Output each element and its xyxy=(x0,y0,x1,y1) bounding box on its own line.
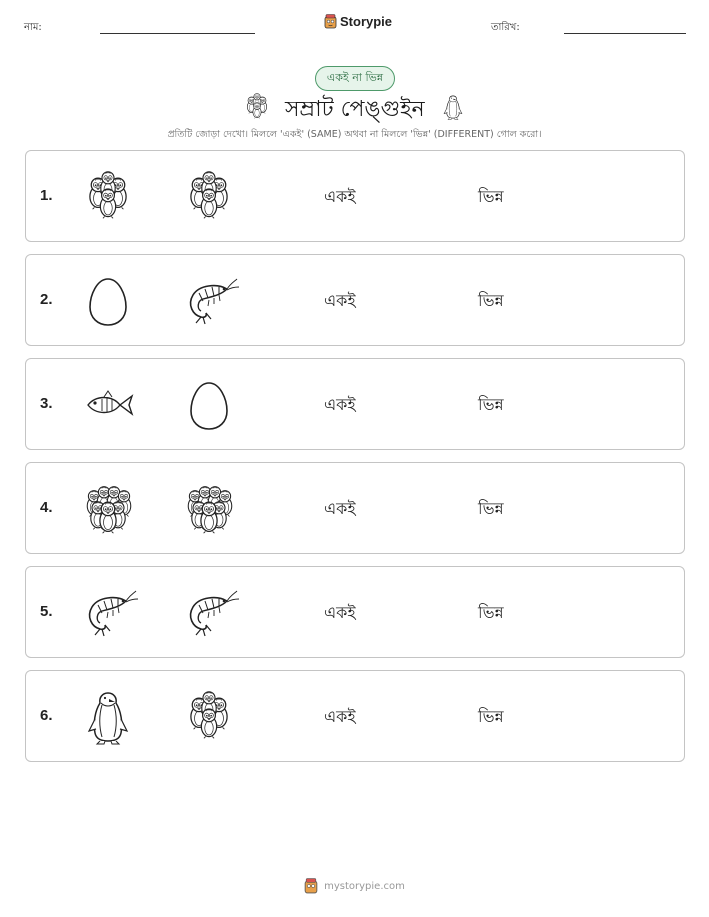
different-option[interactable]: ভিন্ন xyxy=(478,291,504,310)
name-label: নাম: xyxy=(24,22,42,33)
storypie-logo-icon xyxy=(324,14,337,29)
emperor-penguin-icon xyxy=(440,90,466,124)
different-option[interactable]: ভিন্ন xyxy=(478,187,504,206)
different-option[interactable]: ভিন্ন xyxy=(478,499,504,518)
right-picture xyxy=(181,377,237,433)
different-option[interactable]: ভিন্ন xyxy=(478,395,504,414)
header xyxy=(0,14,709,38)
instructions: প্রতিটি জোড়া দেখো। মিললে 'একই' (SAME) অথবা না মিললে 'ভিন্ন' (DIFFERENT) গোল করো। xyxy=(167,129,542,140)
date-line[interactable] xyxy=(564,33,686,34)
same-option[interactable]: একই xyxy=(324,395,356,414)
question-row-4 xyxy=(25,462,685,554)
same-option[interactable]: একই xyxy=(324,603,356,622)
question-number: 1. xyxy=(40,187,53,204)
brand xyxy=(324,14,392,29)
right-picture xyxy=(181,273,237,329)
page-title: সম্রাট পেঙ্গুইন xyxy=(285,97,425,122)
name-line[interactable] xyxy=(100,33,255,34)
question-row-6 xyxy=(25,670,685,762)
date-label: তারিখ: xyxy=(491,22,520,33)
question-row-2 xyxy=(25,254,685,346)
question-number: 4. xyxy=(40,499,53,516)
different-option[interactable]: ভিন্ন xyxy=(478,603,504,622)
same-option[interactable]: একই xyxy=(324,499,356,518)
question-row-5 xyxy=(25,566,685,658)
brand-name: Storypie xyxy=(340,14,393,29)
question-row-1 xyxy=(25,150,685,242)
right-picture xyxy=(181,481,237,537)
penguin-group-icon xyxy=(241,92,273,122)
question-number: 2. xyxy=(40,291,53,308)
question-number: 6. xyxy=(40,707,53,724)
same-option[interactable]: একই xyxy=(324,187,356,206)
left-picture xyxy=(80,689,136,745)
right-picture xyxy=(181,169,237,225)
question-row-3 xyxy=(25,358,685,450)
different-option[interactable]: ভিন্ন xyxy=(478,707,504,726)
footer xyxy=(0,878,709,894)
left-picture xyxy=(80,585,136,641)
same-option[interactable]: একই xyxy=(324,707,356,726)
left-picture xyxy=(80,377,136,433)
right-picture xyxy=(181,689,237,745)
right-picture xyxy=(181,585,237,641)
title-row xyxy=(0,90,709,124)
same-option[interactable]: একই xyxy=(324,291,356,310)
left-picture xyxy=(80,169,136,225)
question-number: 3. xyxy=(40,395,53,412)
question-list xyxy=(25,150,685,774)
footer-url: mystorypie.com xyxy=(324,880,405,892)
storypie-logo-icon xyxy=(304,878,318,894)
left-picture xyxy=(80,273,136,329)
question-number: 5. xyxy=(40,603,53,620)
category-badge: একই না ভিন্ন xyxy=(315,66,395,91)
left-picture xyxy=(80,481,136,537)
